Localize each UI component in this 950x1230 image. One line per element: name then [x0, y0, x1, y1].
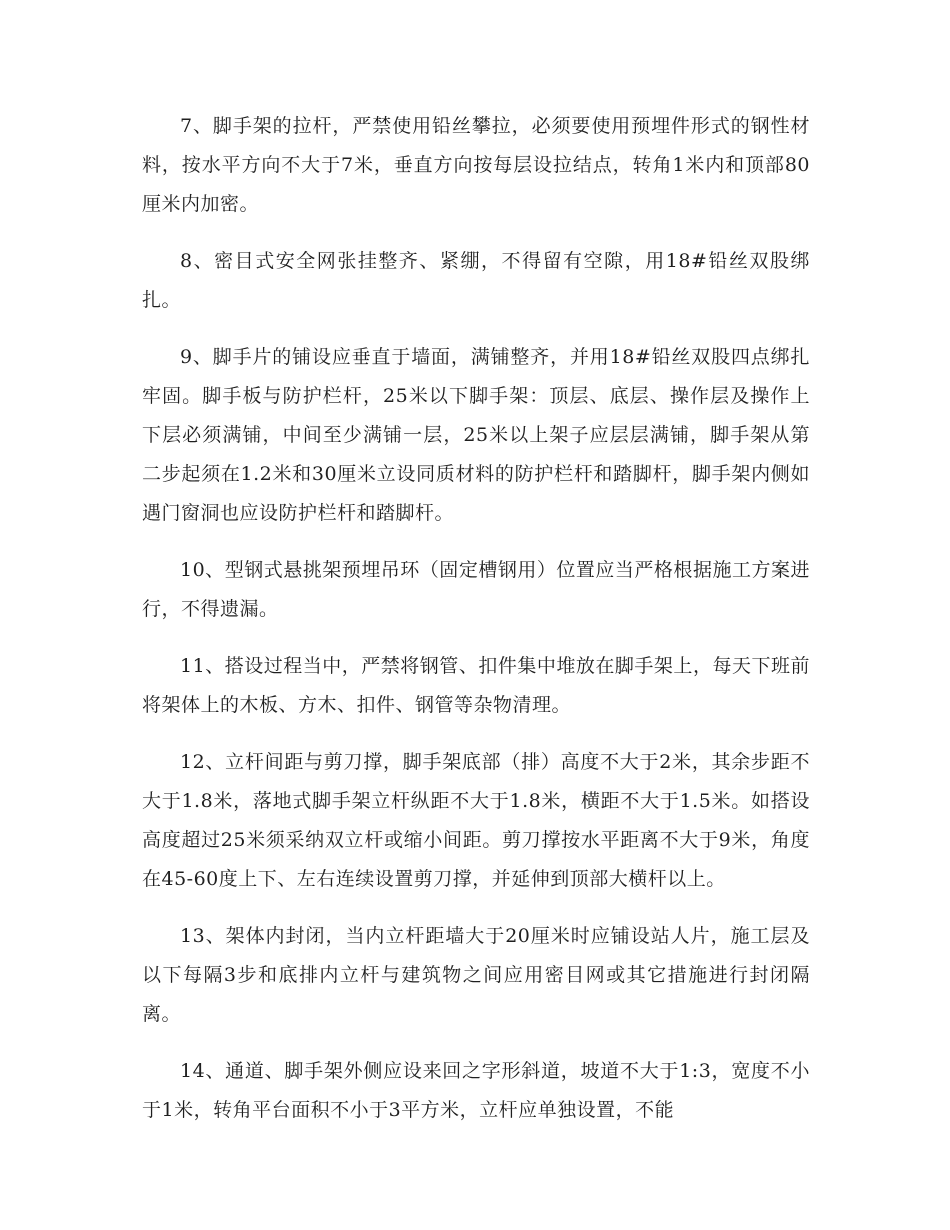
paragraph-item-10: 10、型钢式悬挑架预埋吊环（固定槽钢用）位置应当严格根据施工方案进行，不得遗漏。 — [142, 559, 810, 620]
paragraph-item-13: 13、架体内封闭，当内立杆距墙大于20厘米时应铺设站人片，施工层及以下每隔3步和底排内立杆与建筑物之间应用密目网或其它措施进行封闭隔离。 — [142, 925, 810, 1025]
paragraph-item-11: 11、搭设过程当中，严禁将钢管、扣件集中堆放在脚手架上，每天下班前将架体上的木板、方木、扣件、钢管等杂物清理。 — [142, 655, 810, 716]
paragraph-item-8: 8、密目式安全网张挂整齐、紧绷，不得留有空隙，用18#铅丝双股绑扎。 — [142, 250, 810, 311]
paragraph-item-14: 14、通道、脚手架外侧应设来回之字形斜道，坡道不大于1:3，宽度不小于1米，转角平台面积不小于3平方米，立杆应单独设置，不能 — [142, 1060, 810, 1121]
document-body — [142, 107, 810, 1148]
paragraph-item-9: 9、脚手片的铺设应垂直于墙面，满铺整齐，并用18#铅丝双股四点绑扎牢固。脚手板与防护栏杆，25米以下脚手架：顶层、底层、操作层及操作上下层必须满铺，中间至少满铺一层，25米以上架子应层层满铺，脚手架从第二步起须在1.2米和30厘米立设同质材料的防护栏杆和踏脚杆，脚手架内侧如遇门窗洞也应设防护栏杆和踏脚杆。 — [142, 346, 810, 524]
paragraph-item-12: 12、立杆间距与剪刀撑，脚手架底部（排）高度不大于2米，其余步距不大于1.8米，落地式脚手架立杆纵距不大于1.8米，横距不大于1.5米。如搭设高度超过25米须采纳双立杆或缩小间距。剪刀撑按水平距离不大于9米，角度在45-60度上下、左右连续设置剪刀撑，并延伸到顶部大横杆以上。 — [142, 751, 810, 890]
paragraph-item-7: 7、脚手架的拉杆，严禁使用铅丝攀拉，必须要使用预埋件形式的钢性材料，按水平方向不大于7米，垂直方向按每层设拉结点，转角1米内和顶部80厘米内加密。 — [142, 115, 810, 215]
